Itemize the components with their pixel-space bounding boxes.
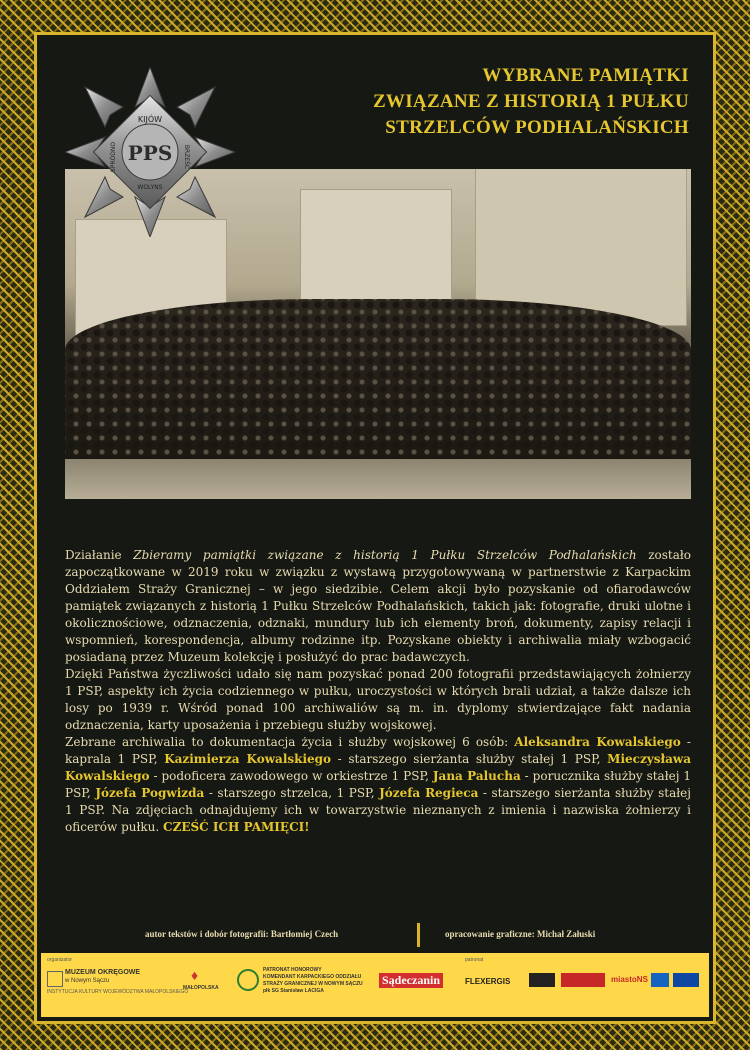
action-name: Zbieramy pamiątki związane z historią 1 Pułku Strzelców Podhalańskich bbox=[133, 548, 637, 562]
header-area bbox=[37, 35, 713, 505]
ground bbox=[65, 459, 691, 499]
poster-panel bbox=[34, 32, 716, 1024]
soldiers-crowd bbox=[65, 299, 691, 469]
text-span: - starszego sierżanta służby stałej 1 PSP. Na zdjęciach odnajdujemy ich w towarzystwie nieznanych z imienia i nazwiska żołnierzy i oficerów pułku. bbox=[65, 786, 691, 834]
text-span: zostało zapoczątkowane w 2019 roku w związku z wystawą przygotowywaną w partnerstwie z Karpackim Oddziałem Straży Granicznej – w jego siedzibie. Celem akcji było pozyskanie od ofiarodawców pamiątek związanych z historią 1 Pułku Strzelców Podhalańskich, takich jak: fotografie, druki ulotne i okolicznościowe, odznaczenia, odznaki, mundury lub ich elementy broń, dokumenty, zapisy relacji i wspomnień, korespondencja, albumy rodzinne itp. Pozyskane obiekty i archiwalia miały wzbogacić posiadaną przez Muzeum kolekcję i posłużyć do prac badawczych. bbox=[65, 548, 691, 664]
person-name: Józefa Regieca bbox=[379, 786, 479, 800]
person-name: Aleksandra Kowalskiego bbox=[514, 735, 681, 749]
person-name: Kazimierza Kowalskiego bbox=[164, 752, 332, 766]
miastons-logo: miastoNS bbox=[611, 975, 648, 984]
poster-title bbox=[309, 63, 689, 141]
title-line-1: WYBRANE PAMIĄTKI bbox=[482, 65, 689, 86]
credit-author: autor tekstów i dobór fotografii: Bartłomiej Czech bbox=[145, 929, 339, 939]
paragraph-2: Dzięki Państwa życzliwości udało się nam pozyskać ponad 200 fotografii przedstawiających żołnierzy 1 PSP, aspekty ich życia codziennego w pułku, uroczystości w których brali udział, a także dalsze ich losy po 1939 r. Wśród ponad 100 archiwaliów są m. in. dyplomy stwierdzające fakt nadania odznaczenia, karty uposażenia i przebiegu służby wojskowej. bbox=[65, 667, 691, 732]
person-name: Mieczysława Kowalskiego bbox=[65, 752, 691, 783]
badge-letters: PPS bbox=[127, 141, 173, 165]
partner-logo-1-icon bbox=[529, 973, 555, 987]
badge-word-right: BRZEŚĆ bbox=[183, 144, 190, 170]
badge-word-top: KIJÓW bbox=[137, 115, 163, 124]
text-span: - kaprala 1 PSP, bbox=[65, 735, 691, 766]
patron-line-4: płk SG Stanisław LACIGA bbox=[263, 988, 324, 994]
badge-word-bottom: WOLYNS bbox=[137, 184, 163, 191]
patron-line-3: STRAŻY GRANICZNEJ W NOWYM SĄCZU bbox=[263, 981, 363, 987]
text-span: Zebrane archiwalia to dokumentacja życia i służby wojskowej 6 osób: bbox=[65, 735, 515, 749]
regiment-badge-icon bbox=[65, 67, 235, 237]
credit-divider bbox=[417, 923, 420, 947]
paragraph-3 bbox=[65, 734, 691, 836]
flexergis-logo: FLEXERGIS bbox=[465, 977, 511, 986]
partner-logo-2-icon bbox=[561, 973, 605, 987]
patron-line-1: PATRONAT HONOROWY bbox=[263, 967, 322, 973]
text-span: Działanie bbox=[65, 548, 134, 562]
title-line-3: STRZELCÓW PODHALAŃSKICH bbox=[385, 117, 689, 138]
description-text bbox=[65, 547, 691, 836]
paragraph-1 bbox=[65, 547, 691, 666]
museum-logo-icon bbox=[47, 971, 63, 987]
text-span: - podoficera zawodowego w orkiestrze 1 PSP, bbox=[149, 769, 433, 783]
closing-slogan: CZEŚĆ ICH PAMIĘCI! bbox=[163, 820, 310, 834]
person-name: Jana Palucha bbox=[432, 769, 521, 783]
person-name: Józefa Pogwizda bbox=[95, 786, 205, 800]
partners-label: patronat bbox=[465, 957, 484, 963]
badge-word-left: SPRÓDNO bbox=[110, 141, 117, 173]
sponsor-bar bbox=[41, 953, 709, 1017]
title-line-2: ZWIĄZANE Z HISTORIĄ 1 PUŁKU bbox=[372, 91, 689, 112]
text-span: - porucznika służby stałej 1 PSP, bbox=[65, 769, 692, 800]
museum-name: MUZEUM OKRĘGOWE bbox=[65, 969, 141, 976]
malopolska-label: MAŁOPOLSKA bbox=[183, 985, 219, 991]
partner-logo-3-icon bbox=[651, 973, 669, 987]
border-guard-emblem-icon bbox=[237, 969, 259, 991]
sadeczanin-logo: Sądeczanin bbox=[379, 973, 443, 988]
credits bbox=[65, 923, 691, 947]
partner-logo-4-icon bbox=[673, 973, 699, 987]
museum-sub: INSTYTUCJA KULTURY WOJEWÓDZTWA MAŁOPOLSKIEGO bbox=[47, 989, 189, 995]
patron-line-2: KOMENDANT KARPACKIEGO ODDZIAŁU bbox=[263, 974, 362, 980]
malopolska-logo-icon: ♦ bbox=[191, 967, 199, 983]
museum-city: w Nowym Sączu bbox=[65, 978, 110, 984]
credit-graphics: opracowanie graficzne: Michał Załuski bbox=[445, 929, 596, 939]
text-span: - starszego sierżanta służby stałej 1 PSP, bbox=[331, 752, 608, 766]
text-span: - starszego strzelca, 1 PSP, bbox=[204, 786, 380, 800]
organizer-label: organizator bbox=[47, 957, 73, 963]
